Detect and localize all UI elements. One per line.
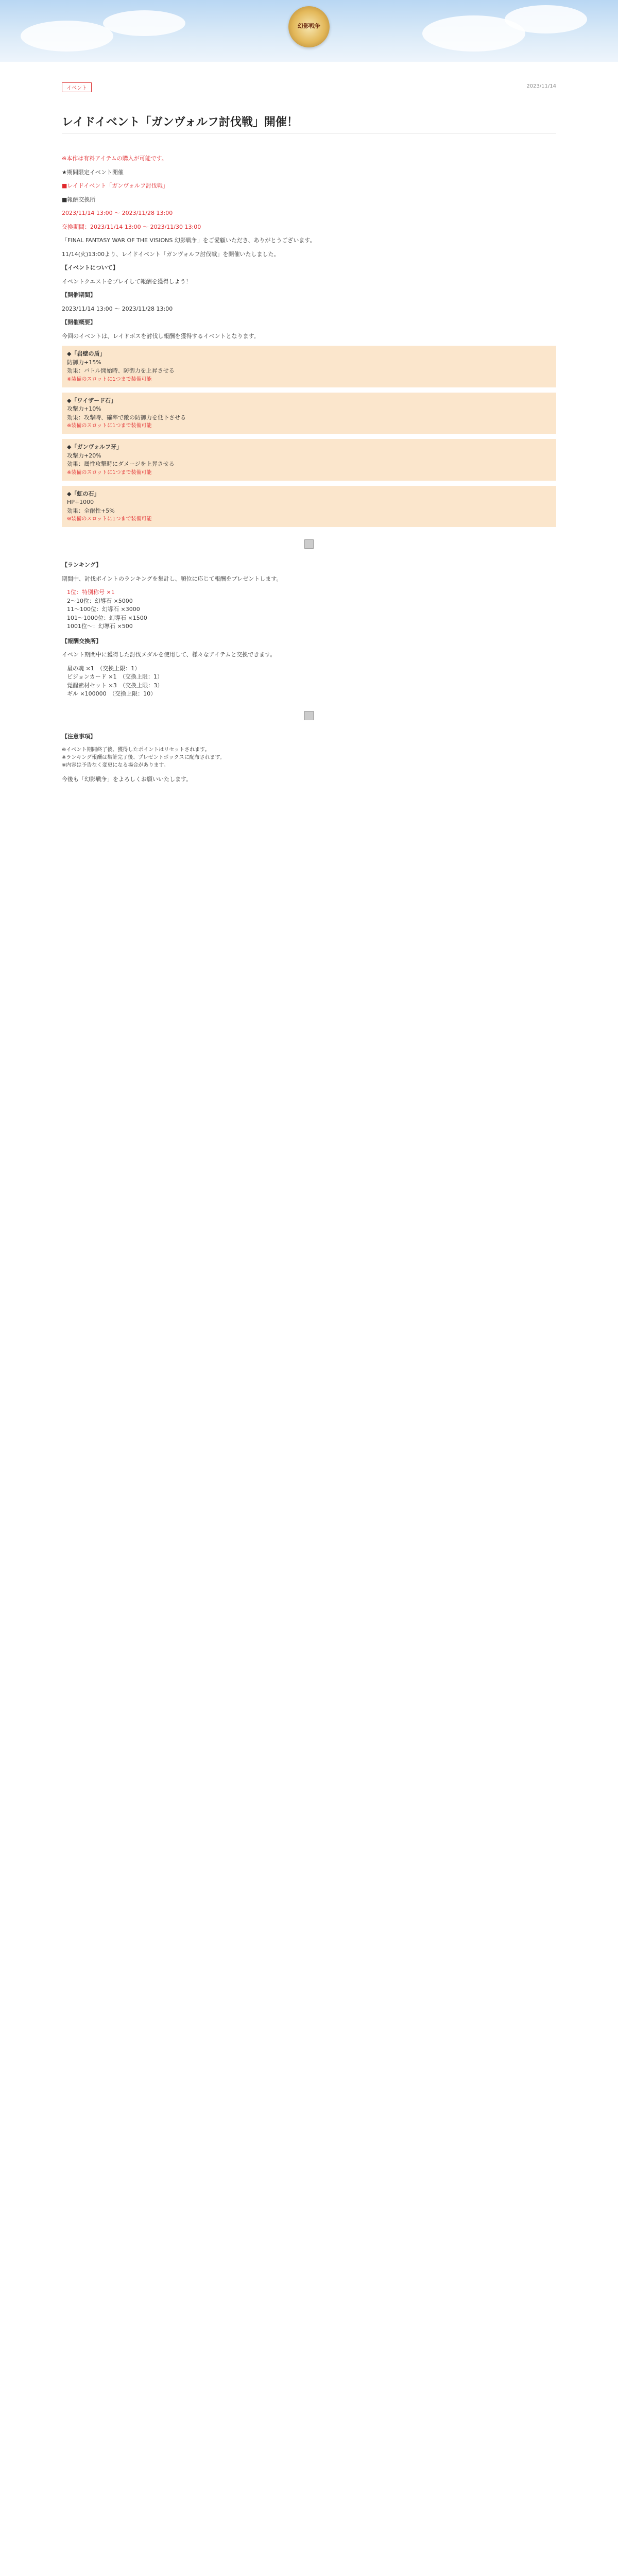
ranking-item: 101〜1000位：幻導石 ×1500 <box>67 614 147 621</box>
ranking-item: 1001位〜：幻導石 ×500 <box>67 623 133 630</box>
item-box <box>62 439 556 481</box>
note-line: ※ランキング報酬は集計完了後、プレゼントボックスに配布されます。 <box>62 755 225 760</box>
ranking-item: 2〜10位：幻導石 ×5000 <box>67 597 133 604</box>
section-heading: 【イベントについて】 <box>62 264 118 271</box>
item-box-line: 効果：属性攻撃時にダメージを上昇させる <box>67 461 175 467</box>
section-text: イベントクエストをプレイして報酬を獲得しよう！ <box>62 278 192 285</box>
item-box-line: 効果：全耐性+5% <box>67 507 115 514</box>
item-box-line: ※装備のスロットに1つまで装備可能 <box>67 423 152 429</box>
section-text: 期間中、討伐ポイントのランキングを集計し、順位に応じて報酬をプレゼントします。 <box>62 575 282 582</box>
item-box-line: 効果：バトル開始時、防御力を上昇させる <box>67 367 175 374</box>
item-box-line: HP+1000 <box>67 499 94 505</box>
category-badge: イベント <box>62 82 92 92</box>
item-box <box>62 346 556 387</box>
ranking-item: 1位：特別称号 ×1 <box>67 589 115 596</box>
item-box-line: ※装備のスロットに1つまで装備可能 <box>67 469 152 476</box>
intro-line: ■レイドイベント「ガンヴォルフ討伐戦」 <box>62 182 168 189</box>
intro-line: 2023/11/14 13:00 〜 2023/11/28 13:00 <box>62 210 173 216</box>
item-box <box>62 486 556 528</box>
reward-item: ビジョンカード ×1 （交換上限：1） <box>67 673 163 680</box>
reward-item: 星の魂 ×1 （交換上限：1） <box>67 665 141 672</box>
post-date: 2023/11/14 <box>526 83 556 89</box>
reward-item: 覚醒素材セット ×3 （交換上限：3） <box>67 682 163 689</box>
item-box-line: ※装備のスロットに1つまで装備可能 <box>67 516 152 522</box>
item-box-line: 攻撃力+20% <box>67 452 101 459</box>
section-text: イベント期間中に獲得した討伐メダルを使用して、様々なアイテムと交換できます。 <box>62 651 276 658</box>
broken-image-icon <box>304 711 314 720</box>
item-box-title: ◆「ガンヴォルフ牙」 <box>67 444 123 450</box>
logo[interactable]: 幻影戦争 <box>288 6 330 47</box>
intro-line: ■報酬交換所 <box>62 196 96 203</box>
item-box-line: ※装備のスロットに1つまで装備可能 <box>67 376 152 382</box>
section-heading: 【ランキング】 <box>62 562 101 568</box>
intro-warning: ※本作は有料アイテムの購入が可能です。 <box>62 155 167 162</box>
item-box-title: ◆「ワイザード石」 <box>67 397 117 404</box>
section-heading: 【注意事項】 <box>62 733 96 740</box>
broken-image-icon <box>304 539 314 549</box>
header-banner <box>0 0 618 62</box>
item-box-line: 攻撃力+10% <box>67 405 101 412</box>
ranking-item: 11〜100位：幻導石 ×3000 <box>67 606 140 613</box>
note-line: ※イベント期間終了後、獲得したポイントはリセットされます。 <box>62 747 210 753</box>
closing: 今後も「幻影戦争」をよろしくお願いいたします。 <box>62 776 192 783</box>
item-box-title: ◆「虹の石」 <box>67 490 100 497</box>
item-box <box>62 393 556 434</box>
section-heading: 【開催概要】 <box>62 319 96 326</box>
section-heading: 【報酬交換所】 <box>62 637 101 645</box>
section-text: 2023/11/14 13:00 〜 2023/11/28 13:00 <box>62 305 173 312</box>
page-title: レイドイベント「ガンヴォルフ討伐戦」開催！ <box>62 116 298 129</box>
article-body <box>62 155 556 789</box>
greeting: 「FINAL FANTASY WAR OF THE VISIONS 幻影戦争」をご愛顧いただき、ありがとうございます。 <box>62 237 316 244</box>
intro-line: ★期間限定イベント開催 <box>62 168 124 176</box>
intro-line: 交換期間：2023/11/14 13:00 〜 2023/11/30 13:00 <box>62 223 201 230</box>
section-text: 今回のイベントは、レイドボスを討伐し報酬を獲得するイベントとなります。 <box>62 332 260 340</box>
announcement: 11/14(火)13:00より、レイドイベント「ガンヴォルフ討伐戦」を開催いたしました。 <box>62 250 280 258</box>
section-heading: 【開催期間】 <box>62 292 96 298</box>
reward-item: ギル ×100000 （交換上限：10） <box>67 690 157 697</box>
item-box-line: 防御力+15% <box>67 359 101 366</box>
item-box-title: ◆「岩壁の盾」 <box>67 350 106 357</box>
item-box-line: 効果：攻撃時、確率で敵の防御力を低下させる <box>67 414 186 421</box>
note-line: ※内容は予告なく変更になる場合があります。 <box>62 762 169 768</box>
